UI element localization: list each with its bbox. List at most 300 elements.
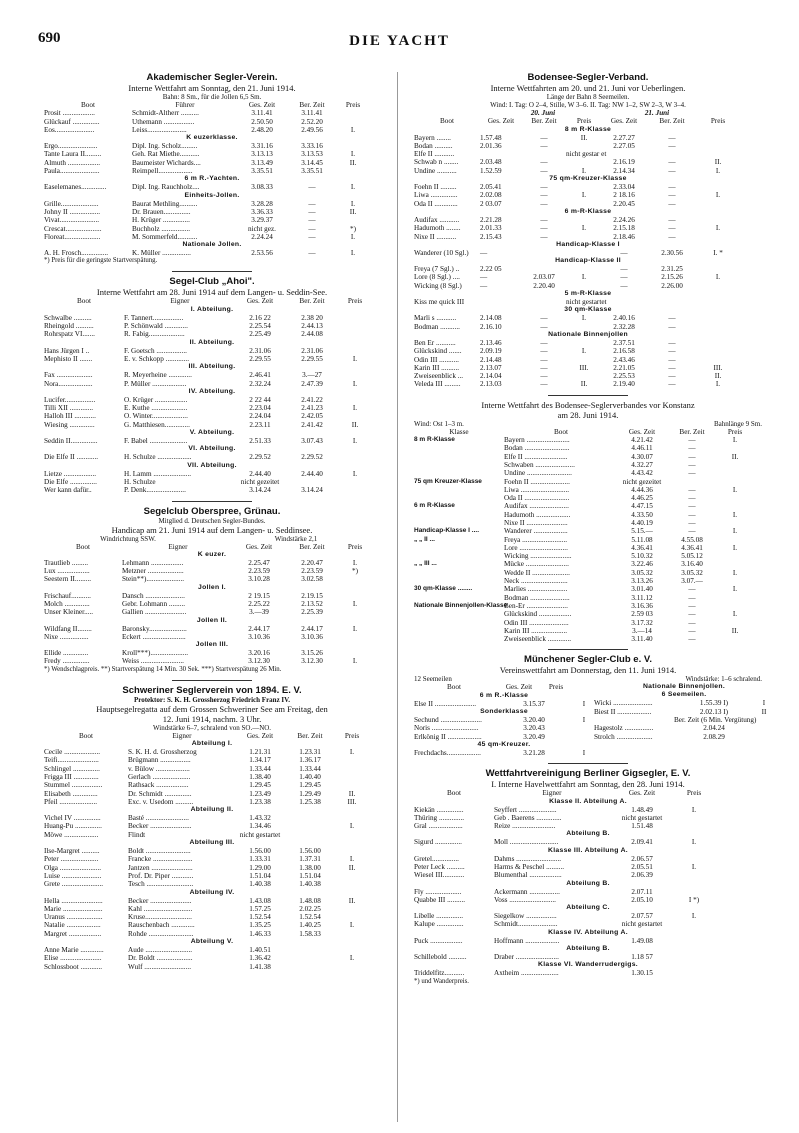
table-row: [44, 864, 380, 872]
class-heading: Nationale Jollen.: [182, 241, 242, 249]
table-cell: 3.35.51: [301, 167, 323, 176]
table-header: [414, 683, 594, 691]
class-label: „ „ III ...: [414, 560, 437, 568]
table-cell: 1.43.32: [249, 814, 271, 823]
table-cell: III.: [579, 363, 589, 372]
table-cell: [340, 330, 370, 338]
table-cell: [718, 494, 752, 502]
table-cell: 2.20.47: [301, 558, 323, 567]
table-cell: [340, 478, 370, 486]
table-row: [414, 453, 762, 461]
table-cell: —: [308, 216, 316, 225]
table-cell: 2.32.24: [249, 379, 271, 388]
table-cell: [698, 142, 738, 150]
table-cell: 4.46.25: [631, 494, 653, 503]
table-cell: 2.23.59: [301, 567, 323, 576]
table-cell: [574, 733, 594, 741]
table-cell: [284, 822, 336, 830]
table-cell: —: [480, 248, 488, 257]
column-header: Boot: [77, 297, 91, 306]
table-cell: I.: [581, 314, 587, 323]
table-cell: —: [668, 224, 676, 233]
class-heading: K euzer.: [197, 550, 227, 558]
table-cell: I.: [715, 166, 721, 175]
table-cell: 3.14.24: [249, 486, 271, 495]
table-cell: [566, 142, 602, 150]
table-cell: Bodan .........................: [504, 444, 570, 453]
column-header: Ges. Zeit: [505, 683, 533, 692]
table-cell: 2.24.24: [251, 232, 273, 241]
table-cell: [698, 298, 738, 306]
column-header: Ber. Zeit: [531, 117, 557, 126]
table-cell: 2.07.11: [631, 887, 653, 896]
class-heading: Handicap-Klasse I: [556, 240, 620, 248]
table-row: [594, 733, 774, 741]
section-subtitle: I. Interne Havelwettfahrt am Sonntag, den 28. Juni 1914.: [491, 779, 685, 790]
table-cell: 1.56.00: [249, 847, 271, 856]
column-header: Eigner: [168, 542, 188, 551]
table-cell: Buchholz ................: [132, 224, 191, 233]
left-results-table: [414, 683, 594, 757]
table-cell: [336, 847, 368, 855]
table-cell: 2.21.05: [613, 363, 635, 372]
table-cell: Kiekän ...............: [414, 805, 464, 814]
table-row: [414, 814, 762, 822]
table-cell: Dr. Schmidt ...............: [128, 789, 192, 798]
table-row: [44, 225, 380, 233]
table-cell: 2.19.40: [613, 380, 635, 389]
table-cell: 2.44.13: [301, 322, 323, 331]
table-cell: Prof. Dr. Piper ............: [128, 871, 194, 880]
table-cell: [336, 946, 368, 954]
column-header: Preis: [576, 117, 592, 126]
table-cell: —: [688, 593, 696, 602]
wind-info: Wind: Ost 1–3 m.: [414, 419, 464, 428]
table-row: [44, 847, 380, 855]
table-cell: 2.32.28: [613, 322, 635, 331]
table-cell: —: [688, 485, 696, 494]
table-cell: Quabbe III ..........: [414, 895, 466, 904]
table-row: [44, 371, 380, 379]
table-cell: Else II .......................: [414, 699, 477, 708]
table-cell: [718, 560, 752, 568]
table-cell: —: [688, 610, 696, 619]
table-cell: II.: [731, 452, 739, 461]
table-cell: I.: [349, 748, 355, 757]
table-cell: 4.30.07: [631, 452, 653, 461]
table-cell: —: [688, 618, 696, 627]
table-cell: Kalupe ...............: [414, 920, 464, 929]
class-label: [414, 469, 504, 477]
table-cell: 3.02.58: [301, 575, 323, 584]
table-cell: Paula......................: [44, 167, 100, 176]
section-rule: [548, 395, 628, 396]
table-cell: —: [688, 626, 696, 635]
table-cell: —: [308, 199, 316, 208]
table-row: [414, 863, 762, 871]
table-cell: Trautlieb .........: [44, 558, 89, 567]
table-cell: —: [540, 355, 548, 364]
table-row: [44, 592, 380, 600]
table-cell: Kruse..........................: [128, 913, 192, 922]
table-cell: —: [668, 166, 676, 175]
table-cell: I.: [352, 624, 358, 633]
table-cell: [718, 478, 752, 486]
table-cell: I.: [691, 838, 697, 847]
class-label: [414, 610, 504, 618]
table-row: [44, 109, 380, 117]
table-cell: Nixe II .......................: [504, 518, 568, 527]
class-heading: Abteilung II.: [190, 806, 234, 814]
table-cell: Reize ........................: [494, 822, 556, 831]
table-cell: 2.21.28: [480, 215, 502, 224]
table-cell: 2.08.29: [703, 732, 725, 741]
section-title: Segelclub Oberspree, Grünau.: [143, 505, 281, 517]
column-header: Ber. Zeit: [299, 542, 325, 551]
table-cell: 3.16.36: [631, 601, 653, 610]
table-cell: 1.52.54: [299, 913, 321, 922]
table-cell: —: [668, 338, 676, 347]
table-cell: Schlossboot ............: [44, 962, 103, 971]
table-cell: II.: [348, 896, 356, 905]
table-cell: [566, 249, 602, 257]
section-subtitle: Interne Wettfahrt am Sonntag, den 21. Juni 1914.: [128, 83, 296, 93]
table-cell: 1.51.48: [631, 822, 653, 831]
table-cell: 2.53.56: [251, 249, 273, 258]
results-table: [44, 297, 380, 494]
table-row: [414, 444, 762, 452]
table-cell: I.: [715, 380, 721, 389]
class-heading: Jollen I.: [197, 583, 226, 591]
table-row: [44, 437, 380, 445]
table-cell: [646, 150, 698, 158]
table-row: [414, 158, 762, 166]
table-cell: Uranus ....................: [44, 913, 103, 922]
table-cell: 2.25.53: [613, 372, 635, 381]
table-row: [44, 781, 380, 789]
results-table: [44, 101, 380, 257]
day2-label: 21. Juni: [644, 109, 670, 117]
table-cell: 3.17.32: [631, 618, 653, 627]
table-cell: —: [620, 265, 628, 274]
konstanz-section: [414, 400, 762, 644]
table-cell: 2.29.52: [301, 453, 323, 462]
table-cell: 1.21.31: [249, 748, 271, 757]
table-cell: Natalie ...................: [44, 921, 101, 930]
section-title: Akademischer Segler-Verein.: [146, 72, 278, 83]
table-row: [44, 233, 380, 241]
section-title: Interne Wettfahrt des Bodensee-Seglerverbandes vor Konstanz: [481, 399, 695, 410]
section-rule: [548, 649, 628, 650]
table-cell: 3.05.32: [681, 568, 703, 577]
table-cell: 2.49.56: [301, 125, 323, 134]
section-subtitle: Handicap am 21. Juni 1914 auf dem Langen- u. Seddinsee.: [111, 524, 313, 535]
table-cell: 3.10.36: [301, 632, 323, 641]
class-heading: K euzerklasse.: [186, 134, 238, 142]
table-cell: Glückauf ...............: [44, 117, 100, 126]
table-cell: 2.23.59: [248, 567, 270, 576]
table-cell: 5.10.32: [631, 552, 653, 561]
class-heading: V. Abteilung.: [189, 429, 235, 437]
table-row: [44, 765, 380, 773]
table-cell: Oda II .............: [414, 199, 458, 208]
table-row: [414, 224, 762, 232]
table-cell: Schlingel ...............: [44, 764, 100, 773]
table-cell: [718, 577, 752, 585]
table-cell: 1.23.31: [299, 748, 321, 757]
column-header: Ges. Zeit: [248, 101, 276, 109]
table-cell: Liwa ...............: [414, 191, 458, 200]
section-subtitle: Interne Wettfahrten am 20. und 21. Juni vor Ueberlingen.: [490, 83, 686, 93]
table-cell: —: [668, 141, 676, 150]
table-cell: 4.33.50: [631, 510, 653, 519]
table-cell: 1.51.04: [249, 871, 271, 880]
table-cell: Noris ..........................: [414, 724, 479, 733]
results-table: [414, 789, 762, 977]
results-table: [414, 117, 762, 388]
table-cell: [336, 773, 368, 781]
table-cell: S. K. H. d. Grossherzog: [128, 748, 197, 757]
table-cell: I.: [691, 805, 697, 814]
table-row: [414, 635, 762, 643]
section-rule: [172, 680, 252, 681]
table-cell: Thüring ..............: [414, 813, 465, 822]
table-row: [44, 126, 380, 134]
table-cell: F. Goetsch .................: [124, 346, 187, 355]
table-cell: Karin III ..........: [414, 363, 460, 372]
table-cell: —: [620, 248, 628, 257]
table-row: [44, 872, 380, 880]
table-cell: nicht gezeitet: [240, 477, 280, 486]
table-cell: Bayern ........................: [504, 436, 570, 445]
table-cell: Schmidt-Altherr ..........: [132, 109, 199, 118]
table-cell: [284, 478, 340, 486]
table-cell: Nixe ................: [44, 632, 89, 641]
class-heading: Abteilung V.: [190, 938, 234, 945]
table-cell: 4.40.19: [631, 518, 653, 527]
table-cell: Sechund .......................: [414, 716, 482, 725]
table-cell: [340, 608, 370, 616]
table-cell: I.: [732, 510, 738, 519]
table-cell: Harms & Peschel ..........: [494, 863, 565, 871]
table-row: [44, 567, 380, 575]
table-cell: 1.23.49: [249, 789, 271, 798]
table-cell: [718, 619, 752, 627]
table-cell: P. Denk......................: [124, 486, 186, 495]
table-cell: 2.15.18: [613, 224, 635, 233]
table-cell: I. *: [713, 248, 723, 257]
table-cell: 1.30.15: [631, 969, 653, 978]
table-cell: 2.29.55: [301, 354, 323, 363]
table-cell: P. Müller ...................: [124, 379, 187, 388]
table-cell: Dansch ......................: [122, 591, 185, 600]
table-cell: Brügmann .................: [128, 756, 191, 765]
table-cell: I.: [732, 485, 738, 494]
table-cell: [340, 322, 370, 330]
table-cell: 1.34.46: [249, 822, 271, 831]
table-cell: 3.—27: [302, 371, 322, 380]
table-row: [414, 323, 762, 331]
table-cell: —: [308, 207, 316, 216]
table-cell: Anne Marie .............: [44, 946, 104, 954]
table-row: [414, 602, 762, 610]
table-cell: Möwe ...................: [44, 830, 99, 839]
table-cell: Cecile ....................: [44, 748, 101, 757]
class-heading: 45 qm-Kreuzer.: [477, 740, 531, 748]
table-cell: [566, 339, 602, 347]
table-row: [44, 470, 380, 478]
column-header: Klasse: [449, 427, 469, 436]
table-cell: —: [688, 452, 696, 461]
table-cell: 3.20.49: [523, 732, 545, 741]
table-cell: [336, 905, 368, 913]
table-cell: Gebr. Lohmann .........: [122, 599, 186, 608]
right-column: [414, 72, 767, 992]
table-cell: 2 22 44: [249, 395, 271, 404]
table-cell: Voss ..........................: [494, 895, 556, 904]
table-row: [44, 649, 380, 657]
table-cell: 3.11.40: [631, 635, 653, 644]
column-header: Ges. Zeit: [610, 117, 638, 126]
table-cell: *): [352, 567, 358, 576]
class-heading: 6 m R.-Klasse: [479, 691, 529, 699]
class-label: Handicap-Klasse I ....: [414, 527, 480, 535]
table-cell: nicht gestartet: [621, 813, 663, 822]
table-cell: H. Schulze ...................: [124, 453, 192, 462]
table-cell: I.: [732, 436, 738, 445]
table-cell: [340, 453, 370, 461]
table-cell: 3.—39: [249, 608, 269, 617]
table-cell: I *): [688, 895, 700, 904]
table-cell: Grille.....................: [44, 199, 99, 208]
table-cell: Audifax ...........: [414, 215, 460, 224]
table-cell: I.: [691, 912, 697, 921]
table-cell: 2.07.57: [631, 912, 653, 921]
table-cell: Glückskind ..................: [504, 610, 572, 619]
table-cell: Mephisto II .......: [44, 354, 93, 363]
table-cell: 2.01.36: [480, 141, 502, 150]
table-row: [414, 560, 762, 568]
class-heading: Abteilung IV.: [189, 888, 235, 896]
table-cell: 3.08.33: [251, 183, 273, 192]
table-cell: [284, 954, 336, 962]
table-cell: —: [688, 494, 696, 503]
table-cell: [698, 347, 738, 355]
column-header: Ges. Zeit: [628, 427, 656, 436]
table-cell: II.: [349, 158, 357, 167]
table-row: [44, 963, 380, 971]
table-cell: —: [540, 322, 548, 331]
table-cell: 4.36.41: [681, 543, 703, 552]
table-row: [44, 913, 380, 921]
table-cell: Fredy ...............: [44, 657, 90, 666]
table-row: [44, 946, 380, 954]
column-header: Boot: [447, 789, 461, 798]
table-cell: 2.27.27: [613, 133, 635, 142]
table-cell: —: [540, 363, 548, 372]
table-cell: 2.06.39: [631, 871, 653, 880]
table-cell: [698, 216, 738, 224]
table-cell: Tante Laura II.........: [44, 150, 102, 159]
table-cell: 3.33.16: [301, 142, 323, 151]
table-cell: Odin III ......................: [504, 618, 569, 627]
table-row: [414, 150, 762, 158]
table-cell: Liwa ...........................: [504, 485, 570, 494]
class-label: [414, 619, 504, 627]
table-cell: 1.57.48: [480, 133, 502, 142]
table-cell: 3.07.43: [301, 437, 323, 446]
table-cell: Triddelfitz...........: [414, 969, 465, 978]
section-subtitle: Interne Wettfahrt am 28. Juni 1914 auf dem Langen- u. Seddin-See.: [96, 287, 328, 298]
section-subtitle-2: 12. Juni 1914, nachm. 3 Uhr.: [162, 713, 262, 724]
table-cell: 1.57.25: [249, 904, 271, 913]
course-info: [414, 420, 762, 428]
table-cell: Bodan ..........: [414, 141, 453, 150]
table-cell: [754, 716, 774, 724]
table-cell: 2.05.41: [480, 183, 502, 192]
table-cell: Marie ......................: [44, 904, 103, 913]
table-row: [414, 249, 762, 257]
table-cell: III.: [347, 797, 357, 806]
table-cell: —: [668, 199, 676, 208]
table-cell: Wicking (8 Sgl.): [414, 281, 462, 290]
table-cell: Marli s ...........: [414, 314, 457, 323]
table-cell: 4.55.08: [681, 535, 703, 544]
table-cell: Kahl ...........................: [128, 904, 193, 913]
table-cell: Ellide ..............: [44, 649, 89, 658]
table-cell: 1.55.39 I): [699, 699, 729, 708]
table-cell: 1.35.25: [249, 921, 271, 930]
table-cell: Lucifer.................: [44, 395, 96, 404]
table-cell: Ilse-Margret ..........: [44, 847, 100, 856]
table-cell: 3.20.16: [248, 649, 270, 658]
table-cell: I.: [581, 191, 587, 200]
class-heading: Klasse III. Abteilung A.: [548, 846, 628, 854]
table-cell: Audifax ......................: [504, 502, 569, 511]
table-cell: —: [668, 232, 676, 241]
table-cell: [336, 756, 368, 764]
table-cell: Kroll***).....................: [122, 649, 189, 658]
table-cell: [698, 150, 738, 158]
table-cell: —: [308, 183, 316, 192]
table-cell: [336, 872, 368, 880]
table-cell: 2.13.03: [480, 380, 502, 389]
table-cell: 2.16.58: [613, 347, 635, 356]
table-cell: 2.13.07: [480, 363, 502, 372]
table-cell: 2.09.41: [631, 838, 653, 847]
table-cell: [698, 314, 738, 322]
table-cell: —: [688, 601, 696, 610]
table-row: [414, 920, 762, 928]
table-cell: Schwalbe ..........: [44, 313, 92, 322]
table-cell: Ben-Er .......................: [504, 601, 568, 610]
akademischer-section: [44, 72, 380, 265]
column-header: Preis: [727, 427, 743, 436]
table-cell: [336, 831, 368, 839]
table-cell: 1.29.45: [249, 781, 271, 790]
table-cell: Dahms .........................: [494, 854, 562, 863]
class-heading: Abteilung B.: [566, 830, 610, 838]
table-cell: 2.13.46: [480, 338, 502, 347]
table-cell: Zweiseenblick ...: [414, 372, 464, 381]
oberspree-section: [44, 506, 380, 674]
column-header: Preis: [686, 789, 702, 798]
class-heading: 8 m R-Klasse: [564, 125, 612, 133]
table-row: [414, 511, 762, 519]
class-label: 30 qm-Klasse ........: [414, 585, 473, 593]
class-heading: Klasse II. Abteilung A.: [549, 797, 627, 805]
table-cell: II.: [731, 626, 739, 635]
